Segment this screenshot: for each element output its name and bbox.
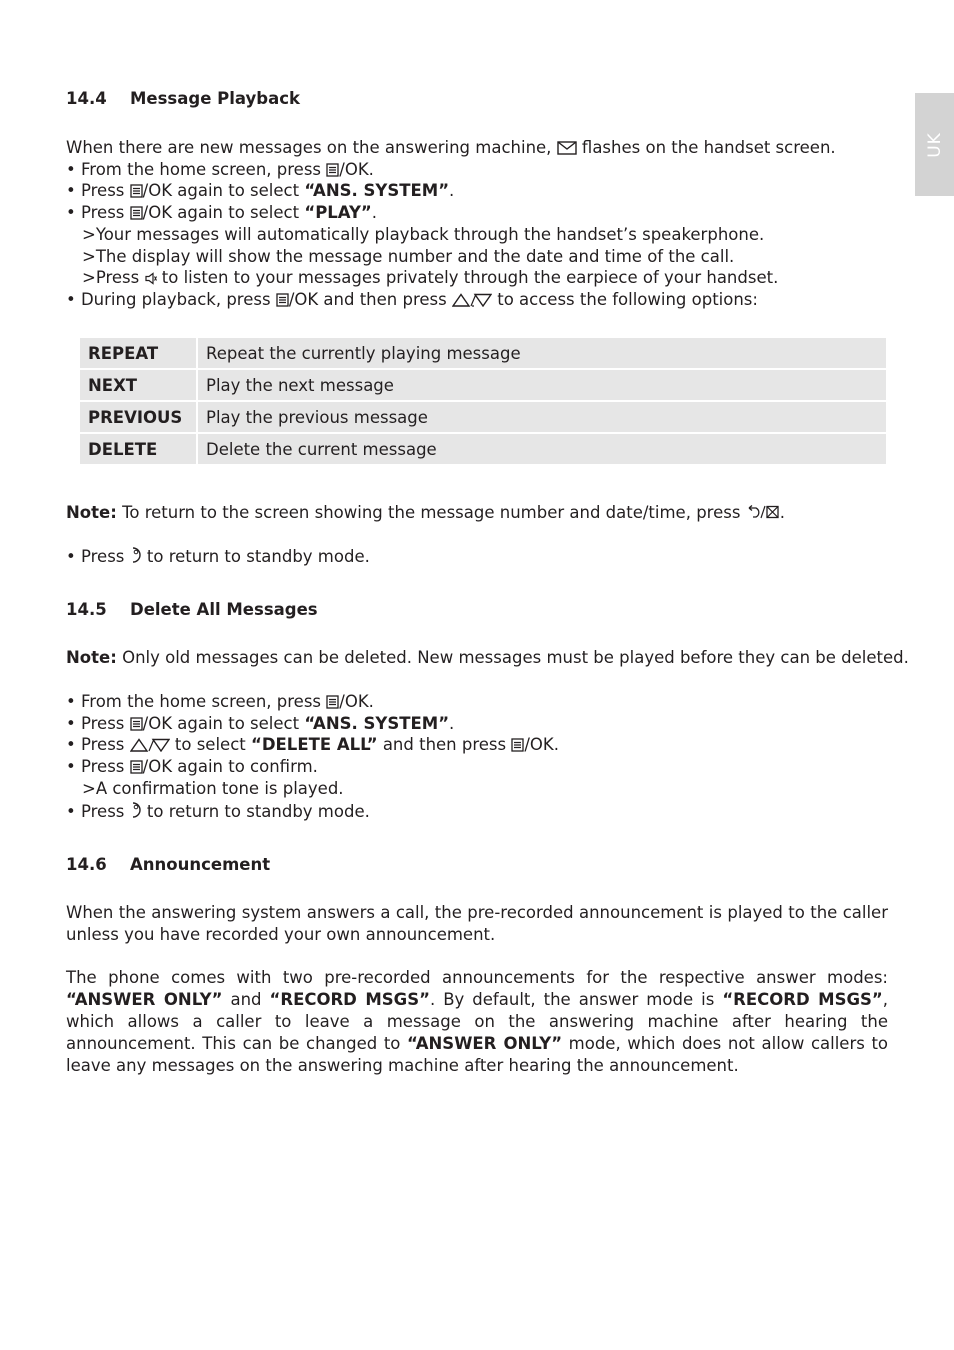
step-confirm: • Press /OK again to confirm. [66, 757, 318, 776]
option-key: DELETE [80, 433, 197, 465]
up-down-icon [130, 738, 170, 752]
sub-speakerphone: >Your messages will automatically playback through the handset’s speakerphone. [82, 225, 765, 244]
sub-confirmation-tone: >A confirmation tone is played. [82, 779, 344, 798]
option-key: NEXT [80, 369, 197, 401]
table-row [80, 433, 886, 465]
menu-icon [326, 695, 339, 709]
menu-icon [326, 163, 339, 177]
menu-icon [511, 738, 524, 752]
section-heading-14-5: 14.5 Delete All Messages [66, 600, 318, 619]
sub-earpiece: >Press to listen to your messages privately through the earpiece of your handset. [82, 268, 779, 287]
sub-display: >The display will show the message number and the date and time of the call. [82, 247, 735, 266]
step-delete-all: • Press to select “DELETE ALL” and then press /OK. [66, 735, 559, 754]
section-heading-14-6: 14.6 Announcement [66, 855, 271, 874]
step-play: • Press /OK again to select “PLAY”. [66, 203, 378, 222]
announcement-paragraph-1: When the answering system answers a call, the pre-recorded announcement is played to the caller unless you have recorded your own announcement. [66, 903, 888, 944]
option-key: REPEAT [80, 338, 197, 369]
step-ans-system: • Press /OK again to select “ANS. SYSTEM”. [66, 181, 455, 200]
step-home-menu-2: • From the home screen, press /OK. [66, 692, 374, 711]
speaker-icon [145, 272, 157, 285]
option-desc: Play the next message [197, 369, 886, 401]
menu-icon [130, 760, 143, 774]
option-key: PREVIOUS [80, 401, 197, 433]
announcement-paragraph-2: The phone comes with two pre-recorded announcements for the respective answer modes: “ANSWER ONLY” and “RECORD MSGS”. By default, the answer mode is “RECORD MSGS”, which allows a caller to leave a message on the answering machine after hearing the announcement. This can be changed to “ANSWER ONLY” mode, which does not allow callers to leave any messages on the answering machine after hearing the announcement. [66, 968, 889, 1075]
step-ans-system-2: • Press /OK again to select “ANS. SYSTEM”. [66, 714, 455, 733]
playback-options-table [80, 338, 886, 466]
intro-line: When there are new messages on the answering machine, flashes on the handset screen. [66, 138, 836, 157]
menu-icon [130, 206, 143, 220]
step-standby: • Press to return to standby mode. [66, 547, 370, 566]
language-tab-uk: UK [915, 93, 954, 196]
note-return: Note: To return to the screen showing the message number and date/time, press . [66, 503, 785, 522]
envelope-icon [557, 141, 577, 155]
table-row [80, 401, 886, 433]
menu-icon [276, 293, 289, 307]
end-call-icon [130, 546, 142, 564]
up-down-icon [452, 293, 492, 307]
option-desc: Play the previous message [197, 401, 886, 433]
menu-icon [130, 184, 143, 198]
step-options: • During playback, press /OK and then press to access the following options: [66, 290, 758, 309]
option-desc: Repeat the currently playing message [197, 338, 886, 369]
menu-icon [130, 717, 143, 731]
step-standby-2: • Press to return to standby mode. [66, 802, 370, 821]
step-home-menu: • From the home screen, press /OK. [66, 160, 374, 179]
end-call-icon [130, 801, 142, 819]
back-clear-icon [746, 504, 780, 520]
option-desc: Delete the current message [197, 433, 886, 465]
table-row [80, 338, 886, 369]
section-heading-14-4: 14.4 Message Playback [66, 89, 300, 108]
note-delete: Note: Only old messages can be deleted. New messages must be played before they can be deleted. [66, 648, 909, 667]
table-row [80, 369, 886, 401]
